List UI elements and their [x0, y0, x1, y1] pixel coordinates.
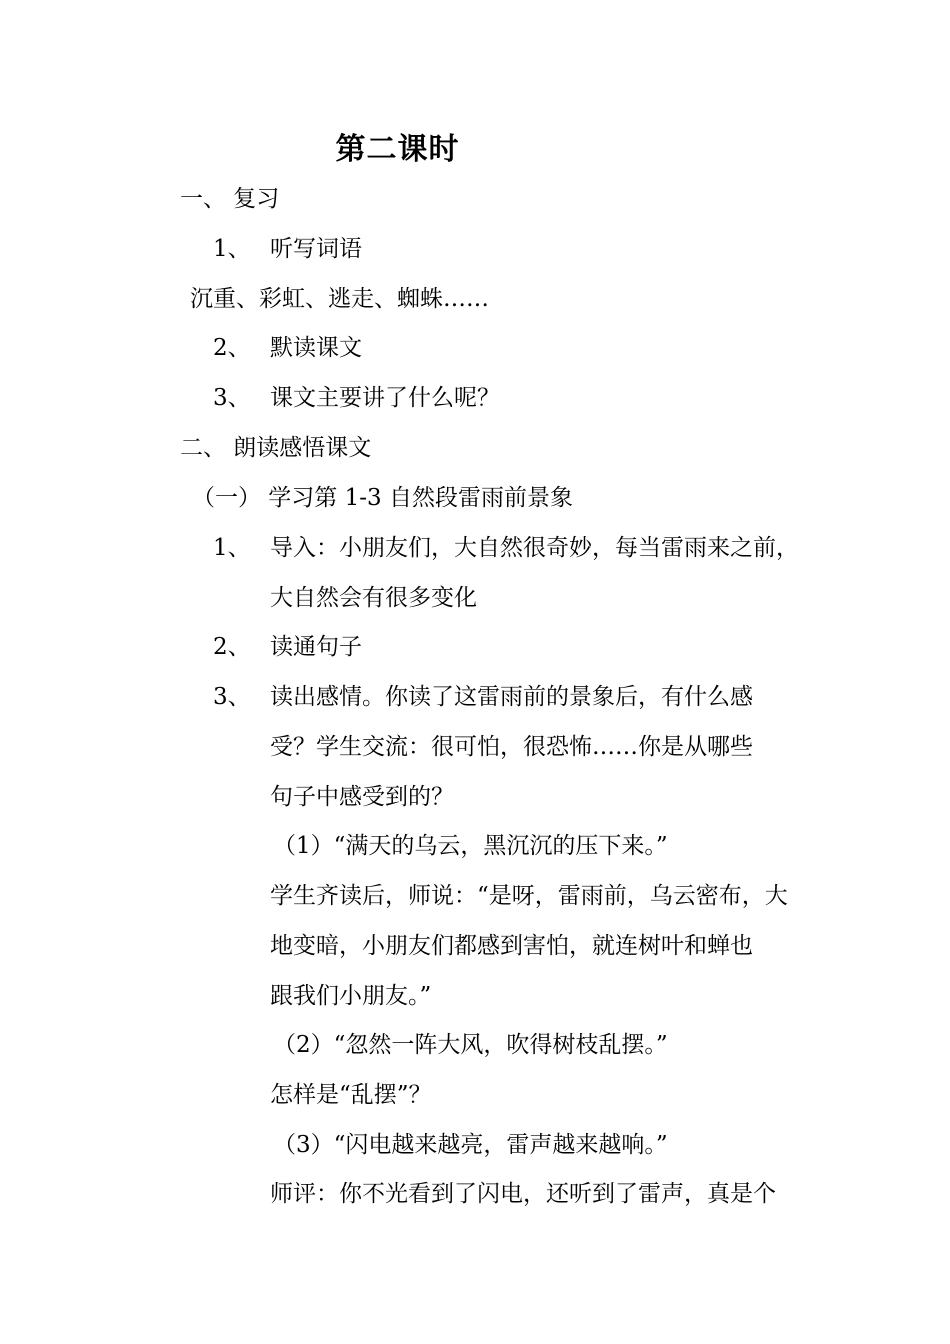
list-item-text: 读出感情。你读了这雷雨前的景象后，有什么感 [270, 684, 753, 710]
list-number: 3、 [213, 385, 251, 411]
list-number: 1、 [213, 236, 251, 262]
list-item-text: 读通句子 [270, 634, 362, 660]
dictation-words: 沉重、彩虹、逃走、蜘蛛…… [190, 286, 489, 312]
list-number: 3、 [213, 684, 251, 710]
list-item-text: 句子中感受到的？ [270, 784, 454, 810]
list-number: 2、 [213, 634, 251, 660]
subsection-heading: （一） 学习第 1-3 自然段雷雨前景象 [192, 485, 573, 511]
page-title: 第二课时 [335, 132, 460, 167]
list-number: 1、 [213, 535, 251, 561]
list-item-text: 课文主要讲了什么呢？ [270, 385, 500, 411]
quote-sentence: （3）“闪电越来越亮，雷声越来越响。” [273, 1132, 668, 1158]
teacher-note: 师评：你不光看到了闪电，还听到了雷声，真是个 [270, 1181, 776, 1207]
list-item-text: 导入：小朋友们，大自然很奇妙，每当雷雨来之前， [270, 535, 799, 561]
list-item-text: 默读课文 [270, 335, 362, 361]
teacher-note: 地变暗，小朋友们都感到害怕，就连树叶和蝉也 [270, 933, 753, 959]
list-item-text: 大自然会有很多变化 [270, 585, 477, 611]
list-number: 2、 [213, 335, 251, 361]
list-item-text: 听写词语 [270, 236, 362, 262]
teacher-note: 学生齐读后，师说：“是呀，雷雨前，乌云密布，大 [270, 883, 788, 909]
list-item-text: 受？学生交流：很可怕，很恐怖……你是从哪些 [270, 734, 753, 760]
quote-sentence: （2）“忽然一阵大风，吹得树枝乱摆。” [273, 1032, 668, 1058]
teacher-note: 跟我们小朋友。” [270, 983, 432, 1009]
quote-sentence: （1）“满天的乌云，黑沉沉的压下来。” [273, 833, 668, 859]
section-heading-reading: 二、 朗读感悟课文 [180, 435, 372, 461]
teacher-note: 怎样是“乱摆”？ [270, 1082, 432, 1108]
section-heading-review: 一、 复习 [180, 186, 280, 212]
